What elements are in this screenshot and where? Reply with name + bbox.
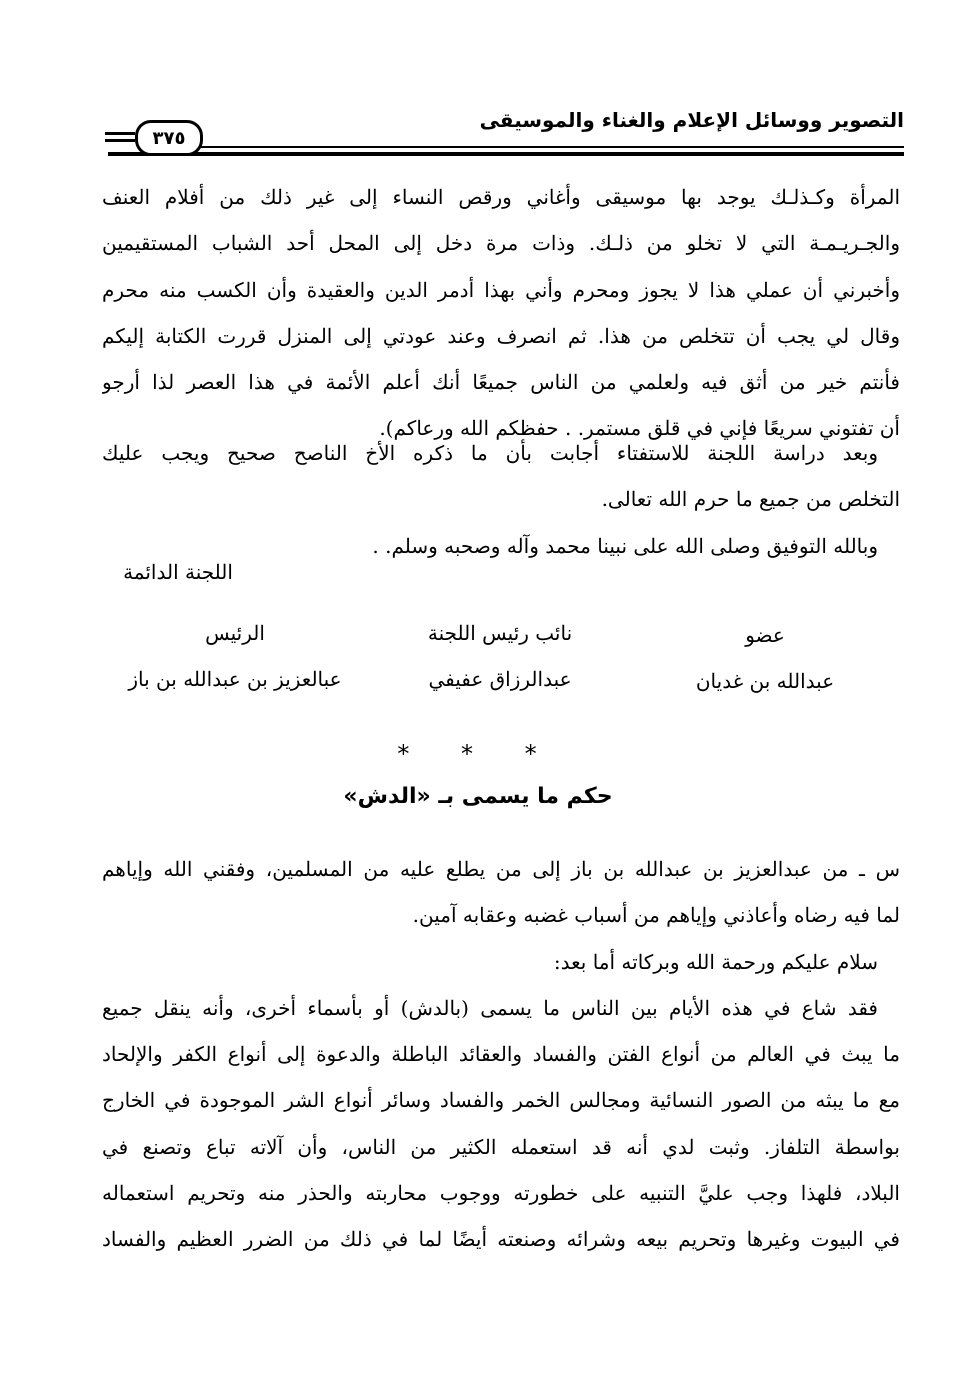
text-line: المرأة وكـذلـك يوجد بها موسيقى وأغاني ورقص النساء إلى غير ذلك من أفلام العنف (102, 185, 900, 209)
signature-member (670, 612, 860, 704)
signature-name: عبالعزيز بن عبدالله بن باز (128, 667, 342, 691)
text-line: فأنتم خير من أثق فيه ولعلمي من الناس جميعًا أنك أعلم الأئمة في هذا العصر لذا أرجو (102, 370, 900, 395)
header-rule-left (105, 132, 135, 135)
text-line: أن تفتوني سريعًا فإني في قلق مستمر. . حفظكم الله ورعاكم). (379, 416, 900, 441)
section-separator: * * * (397, 740, 559, 768)
text-line: وبعد دراسة اللجنة للاستفتاء أجابت بأن ما ذكره الأخ الناصح صحيح ويجب عليك (102, 441, 878, 465)
signature-role: نائب رئيس اللجنة (427, 621, 573, 645)
section-heading: حكم ما يسمى بـ «الدش» (343, 784, 613, 809)
text-line: سلام عليكم ورحمة الله وبركاته أما بعد: (553, 949, 878, 974)
text-line: وقال لي يجب أن تتخلص من هذا. ثم انصرف وعند عودتي إلى المنزل قررت الكتابة إليكم (102, 323, 900, 348)
running-header-title: التصوير ووسائل الإعلام والغناء والموسيقى (479, 108, 904, 132)
signature-deputy (405, 610, 595, 702)
letter-text-block (102, 174, 900, 452)
text-line: البلاد، فلهذا وجب عليَّ التنبيه على خطورته ووجوب محاربته والحذر منه وتحريم استعماله (102, 1181, 900, 1206)
text-line: لما فيه رضاه وأعاذني وإياهم من أسباب غضبه وعقابه آمين. (412, 903, 900, 928)
signature-role: الرئيس (205, 621, 265, 645)
header-rule-thin (200, 146, 904, 148)
text-line: في البيوت وغيرها وتحريم بيعه وشرائه وصنعته أيضًا لما في ذلك من الضرر العظيم والفساد (102, 1227, 900, 1252)
text-line: بواسطة التلفاز. وثبت لدي أنه قد استعمله الكثير من الناس، وأن آلاته تباع وتصنع في (102, 1134, 900, 1159)
header-rule-thick (108, 152, 904, 156)
question-text-block (102, 846, 900, 1263)
text-line: س ـ من عبدالعزيز بن عبدالله بن باز إلى من يطلع عليه من المسلمين، وفقني الله وإياهم (102, 857, 900, 881)
signature-name: عبدالله بن غديان (695, 669, 835, 693)
page-number: ٣٧٥ (152, 127, 186, 149)
header-rule-left (105, 139, 135, 142)
text-line: وبالله التوفيق وصلى الله على نبينا محمد وآله وصحبه وسلم. . (372, 533, 878, 558)
signature-role: عضو (745, 623, 785, 647)
text-line: والجـريـمـة التي لا تخلو من ذلـك. وذات مرة دخل إلى المحل أحد الشباب المستقيمين (102, 231, 900, 256)
answer-text-block (102, 430, 900, 569)
text-line: وأخبرني أن عملي هذا لا يجوز ومحرم وأني بهذا أدمر الدين والعقيدة وأن الكسب منه محرم (102, 277, 900, 302)
text-line: ما يبث في العالم من أنواع الفتن والفساد والعقائد الباطلة والدعوة إلى أنواع الكفر والإلحاد (102, 1042, 900, 1067)
signature-name: عبدالرزاق عفيفي (428, 667, 572, 691)
page-number-badge (135, 120, 203, 156)
text-line: فقد شاع في هذه الأيام بين الناس ما يسمى (بالدش) أو بأسماء أخرى، وأنه ينقل جميع (102, 995, 878, 1020)
text-line: مع ما يبثه من الصور النسائية ومجالس الخمر والفساد وسائر أنواع الشر الموجودة في الخارج (102, 1088, 900, 1113)
signature-chairman (110, 610, 360, 702)
text-line: التخلص من جميع ما حرم الله تعالى. (601, 487, 900, 512)
committee-title: اللجنة الدائمة (123, 560, 233, 584)
